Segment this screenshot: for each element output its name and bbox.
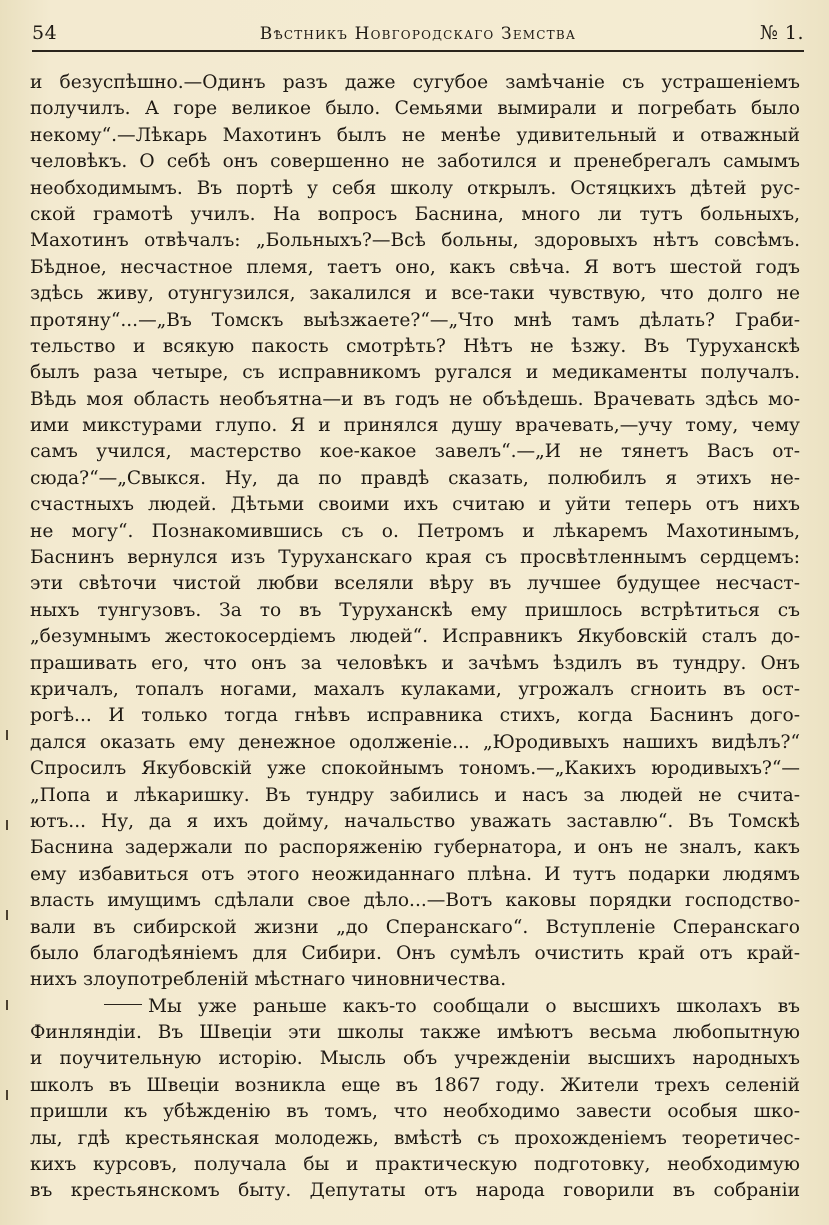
text-line: счастныхъ людей. Дѣтьми своими ихъ считаю и уйти теперь отъ нихъ <box>30 494 800 516</box>
page-header <box>32 20 804 52</box>
text-line: Махотинъ отвѣчалъ: „Больныхъ?—Всѣ больны, здоровыхъ нѣтъ совсѣмъ. <box>30 230 800 252</box>
text-line: пришли къ убѣжденію въ томъ, что необходимо завести особыя шко- <box>30 1101 800 1123</box>
text-line: Баснина задержали по распоряженію губернатора, и онъ не зналъ, какъ <box>30 837 800 859</box>
text-line: тельство и всякую пакость смотрѣть? Нѣтъ не ѣзжу. Въ Туруханскѣ <box>30 335 800 357</box>
running-title: Вѣстникъ Новгородскаго Земства <box>259 24 577 44</box>
section-ornament <box>104 1004 142 1005</box>
text-line: ему избавиться отъ этого неожиданнаго плѣна. И тутъ подарки людямъ <box>30 863 800 885</box>
text-line: лы, гдѣ крестьянская молодежь, вмѣстѣ съ прохожденіемъ теоретичес- <box>30 1127 800 1149</box>
text-line: кричалъ, топалъ ногами, махалъ кулаками, угрожалъ сгноить въ ост- <box>30 678 800 700</box>
text-line: Спросилъ Якубовскій уже спокойнымъ тономъ.—„Какихъ юродивыхъ?“— <box>30 758 800 780</box>
text-line: Баснинъ вернулся изъ Туруханскаго края съ просвѣтленнымъ сердцемъ: <box>30 547 800 569</box>
text-line: было благодѣяніемъ для Сибири. Онъ сумѣлъ очистить край отъ край- <box>30 942 800 964</box>
text-line: протяну“...—„Въ Томскъ выѣзжаете?“—„Что мнѣ тамъ дѣлать? Граби- <box>30 309 800 331</box>
text-line: „Попа и лѣкаришку. Въ тундру забились и насъ за людей не счита- <box>30 784 800 806</box>
body-text <box>30 70 800 1205</box>
text-line: не могу“. Познакомившись съ о. Петромъ и лѣкаремъ Махотинымъ, <box>30 520 800 542</box>
text-line: въ крестьянскомъ быту. Депутаты отъ народа говорили въ собраніи <box>30 1180 800 1202</box>
text-line: рогѣ... И только тогда гнѣвъ исправника стихъ, когда Баснинъ дого- <box>30 705 800 727</box>
page-number: 54 <box>32 22 58 44</box>
text-line: власть имущимъ сдѣлали свое дѣло...—Вотъ каковы порядки господство- <box>30 890 800 912</box>
text-line: сюда?“—„Свыкся. Ну, да по правдѣ сказать, полюбилъ я этихъ не- <box>30 467 800 489</box>
text-line: получилъ. А горе великое было. Семьями вымирали и погребать было <box>30 98 800 120</box>
binding-mark <box>6 910 8 920</box>
text-line: Финляндіи. Въ Швеціи эти школы также имѣютъ весьма любопытную <box>30 1022 800 1044</box>
text-line: школъ въ Швеціи возникла еще въ 1867 году. Жители трехъ селеній <box>30 1074 800 1096</box>
text-line: здѣсь живу, отунгузился, закалился и все-таки чувствую, что долго не <box>30 283 800 305</box>
text-line: нихъ злоупотребленій мѣстнаго чиновничества. <box>30 969 507 991</box>
text-line: Вѣдь моя область необъятна—и въ годъ не объѣдешь. Врачевать здѣсь мо- <box>30 388 800 410</box>
text-line: былъ раза четыре, съ исправникомъ ругался и медикаменты получалъ. <box>30 362 800 384</box>
text-line: ими микстурами глупо. Я и принялся душу врачевать,—учу тому, чему <box>30 415 800 437</box>
text-line: и поучительную исторію. Мысль объ учрежденіи высшихъ народныхъ <box>30 1048 800 1070</box>
text-line: Бѣдное, несчастное племя, таетъ оно, какъ свѣча. Я вотъ шестой годъ <box>30 256 800 278</box>
text-line: и безуспѣшно.—Одинъ разъ даже сугубое замѣчаніе съ устрашеніемъ <box>30 72 800 93</box>
text-line: вали въ сибирской жизни „до Сперанскаго“. Вступленіе Сперанскаго <box>30 916 800 938</box>
text-line: „безумнымъ жестокосердіемъ людей“. Исправникъ Якубовскій сталъ до- <box>30 626 800 648</box>
binding-marks <box>2 700 16 1160</box>
binding-mark <box>6 1000 8 1010</box>
text-line: некому“.—Лѣкарь Махотинъ былъ не менѣе удивительный и отважный <box>30 124 800 146</box>
binding-mark <box>6 730 8 740</box>
text-line: необходимымъ. Въ портѣ у себя школу открылъ. Остяцкихъ дѣтей рус- <box>30 177 800 199</box>
paragraph-2 <box>30 994 800 1205</box>
text-line: человѣкъ. О себѣ онъ совершенно не заботился и пренебрегалъ самымъ <box>30 151 800 173</box>
text-line: дался оказать ему денежное одолженіе... „Юродивыхъ нашихъ видѣлъ?“ <box>30 731 800 753</box>
issue-number: № 1. <box>759 22 804 44</box>
text-line: самъ учился, мастерство кое-какое завелъ“.—„И не тянетъ Васъ от- <box>30 441 800 463</box>
paragraph-start: Мы уже раньше какъ-то сообщали о высшихъ школахъ въ <box>148 995 800 1017</box>
text-line: кихъ курсовъ, получала бы и практическую подготовку, необходимую <box>30 1154 800 1176</box>
binding-mark <box>6 1090 8 1100</box>
text-line: прашивать его, что онъ за человѣкъ и зачѣмъ ѣздилъ въ тундру. Онъ <box>30 652 800 674</box>
text-line: ютъ... Ну, да я ихъ дойму, начальство уважать заставлю“. Въ Томскѣ <box>30 810 800 832</box>
paragraph-1 <box>30 70 800 994</box>
text-line <box>30 994 800 1020</box>
text-line: ныхъ тунгузовъ. За то въ Туруханскѣ ему пришлось встрѣтиться съ <box>30 599 800 621</box>
text-line: эти свѣточи чистой любви вселяли вѣру въ лучшее будущее несчаст- <box>30 573 800 595</box>
text-line: ской грамотѣ училъ. На вопросъ Баснина, много ли тутъ больныхъ, <box>30 203 800 225</box>
binding-mark <box>6 820 8 830</box>
